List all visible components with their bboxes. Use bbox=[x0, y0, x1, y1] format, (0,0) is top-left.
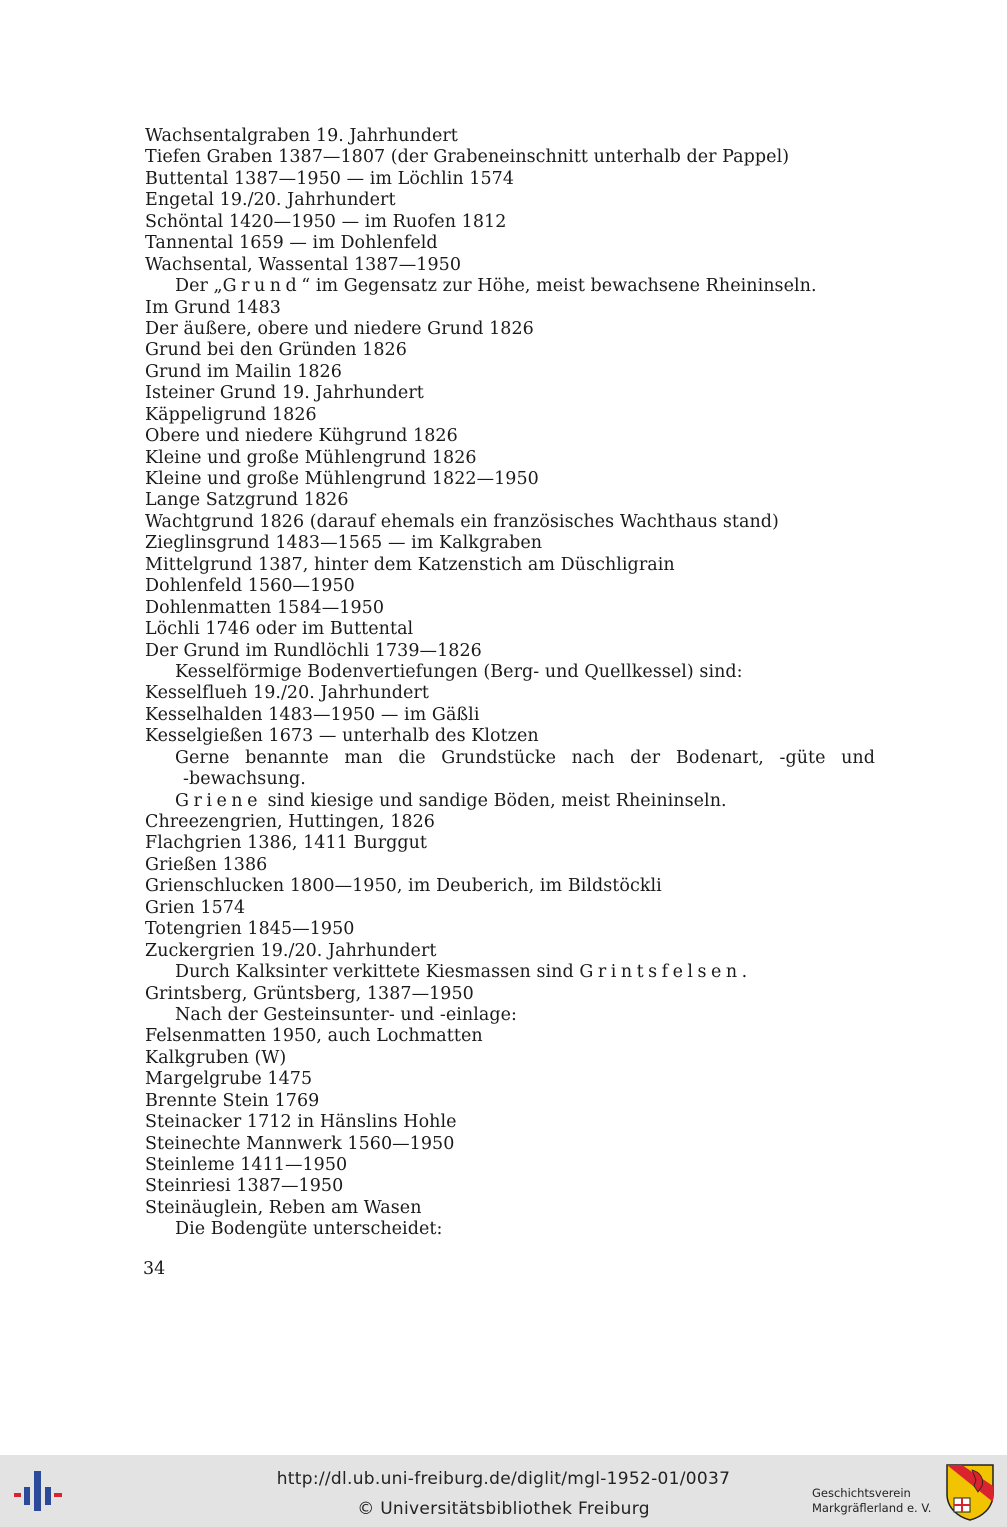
paragraph-line: Nach der Gesteinsunter- und -einlage: bbox=[175, 1004, 517, 1025]
text-line: Mittelgrund 1387, hinter dem Katzenstich am Düschligrain bbox=[145, 554, 675, 575]
text-line: Obere und niedere Kühgrund 1826 bbox=[145, 426, 458, 447]
text-line: Kalkgruben (W) bbox=[145, 1047, 287, 1068]
document-url-link[interactable]: http://dl.ub.uni-freiburg.de/diglit/mgl-1952-01/0037 bbox=[276, 1469, 731, 1489]
text-fragment: “ im Gegensatz zur Höhe, meist bewachsene Rheininseln. bbox=[301, 276, 817, 297]
text-line: Kesselhalden 1483—1950 — im Gäßli bbox=[145, 704, 480, 725]
text-line: Dohlenmatten 1584—1950 bbox=[145, 597, 385, 618]
paragraph-line: Die Bodengüte unterscheidet: bbox=[175, 1219, 443, 1240]
text-line: Wachtgrund 1826 (darauf ehemals ein französisches Wachthaus stand) bbox=[145, 511, 779, 532]
text-line: Grienschlucken 1800—1950, im Deuberich, im Bildstöckli bbox=[145, 876, 662, 897]
text-line: Dohlenfeld 1560—1950 bbox=[145, 576, 355, 597]
copyright-text: © Universitätsbibliothek Freiburg bbox=[357, 1499, 650, 1519]
text-line: Steinriesi 1387—1950 bbox=[145, 1176, 344, 1197]
text-line: Brennte Stein 1769 bbox=[145, 1090, 320, 1111]
text-line: Grund bei den Gründen 1826 bbox=[145, 340, 407, 361]
paragraph-line bbox=[145, 962, 875, 983]
text-fragment: . bbox=[741, 962, 748, 983]
page-number: 34 bbox=[143, 1259, 166, 1279]
text-fragment: sind kiesige und sandige Böden, meist Rheininseln. bbox=[267, 790, 727, 811]
text-line: Steinleme 1411—1950 bbox=[145, 1155, 348, 1175]
society-name bbox=[812, 1486, 942, 1516]
text-fragment: Durch Kalksinter verkittete Kiesmassen sind bbox=[175, 962, 574, 983]
text-line: Felsenmatten 1950, auch Lochmatten bbox=[145, 1026, 483, 1047]
text-line: Der äußere, obere und niedere Grund 1826 bbox=[145, 318, 534, 339]
text-line: Grießen 1386 bbox=[145, 854, 268, 875]
text-line: Zuckergrien 19./20. Jahrhundert bbox=[145, 940, 437, 961]
text-line: Schöntal 1420—1950 — im Ruofen 1812 bbox=[145, 211, 507, 232]
coat-of-arms-icon[interactable] bbox=[944, 1462, 996, 1522]
text-line: Grintsberg, Grüntsberg, 1387—1950 bbox=[145, 983, 474, 1004]
text-line: Tannental 1659 — im Dohlenfeld bbox=[145, 233, 438, 254]
paragraph-line: Gerne benannte man die Grundstücke nach der Bodenart, -güte und bbox=[175, 747, 875, 768]
spaced-term: Grintsfelsen bbox=[579, 962, 742, 983]
paragraph-line: Kesselförmige Bodenvertiefungen (Berg- und Quellkessel) sind: bbox=[175, 661, 743, 682]
text-line: Steinechte Mannwerk 1560—1950 bbox=[145, 1133, 455, 1154]
text-line: Grien 1574 bbox=[145, 897, 246, 918]
text-line: Totengrien 1845—1950 bbox=[145, 919, 355, 940]
text-line: Steinacker 1712 in Hänslins Hohle bbox=[145, 1112, 457, 1133]
body-text bbox=[145, 126, 875, 1241]
spaced-term: Griene bbox=[175, 790, 262, 811]
text-line: Wachsental, Wassental 1387—1950 bbox=[145, 254, 462, 275]
text-line: Zieglinsgrund 1483—1565 — im Kalkgraben bbox=[145, 533, 543, 554]
text-line: Kesselflueh 19./20. Jahrhundert bbox=[145, 683, 429, 704]
paragraph-line bbox=[145, 276, 875, 297]
text-line: Wachsentalgraben 19. Jahrhundert bbox=[145, 126, 458, 146]
text-line: Kleine und große Mühlengrund 1822—1950 bbox=[145, 469, 539, 489]
text-line: -bewachsung. bbox=[183, 769, 306, 790]
text-line: Isteiner Grund 19. Jahrhundert bbox=[145, 383, 424, 404]
text-line: Tiefen Graben 1387—1807 (der Grabeneinschnitt unterhalb der Pappel) bbox=[145, 147, 790, 168]
text-line: Flachgrien 1386, 1411 Burggut bbox=[145, 833, 428, 854]
society-name-line: Markgräflerland e. V. bbox=[812, 1501, 932, 1515]
footer-bar bbox=[0, 1455, 1007, 1527]
text-line: Grund im Mailin 1826 bbox=[145, 361, 342, 382]
text-line: Margelgrube 1475 bbox=[145, 1069, 313, 1090]
text-line: Lange Satzgrund 1826 bbox=[145, 490, 349, 511]
society-name-line: Geschichtsverein bbox=[812, 1486, 911, 1500]
paragraph-line bbox=[145, 791, 875, 812]
text-line: Im Grund 1483 bbox=[145, 297, 281, 318]
text-line: Käppeligrund 1826 bbox=[145, 404, 317, 425]
text-line: Engetal 19./20. Jahrhundert bbox=[145, 190, 396, 211]
spaced-term: Grund bbox=[222, 276, 302, 297]
text-line: Der Grund im Rundlöchli 1739—1826 bbox=[145, 640, 482, 661]
text-line: Kesselgießen 1673 — unterhalb des Klotzen bbox=[145, 726, 539, 747]
text-line: Chreezengrien, Huttingen, 1826 bbox=[145, 812, 435, 832]
text-line: Steinäuglein, Reben am Wasen bbox=[145, 1197, 422, 1218]
text-line: Löchli 1746 oder im Buttental bbox=[145, 619, 414, 640]
text-line: Kleine und große Mühlengrund 1826 bbox=[145, 447, 477, 468]
text-line: Buttental 1387—1950 — im Löchlin 1574 bbox=[145, 168, 515, 189]
text-fragment: Der „ bbox=[175, 276, 223, 297]
